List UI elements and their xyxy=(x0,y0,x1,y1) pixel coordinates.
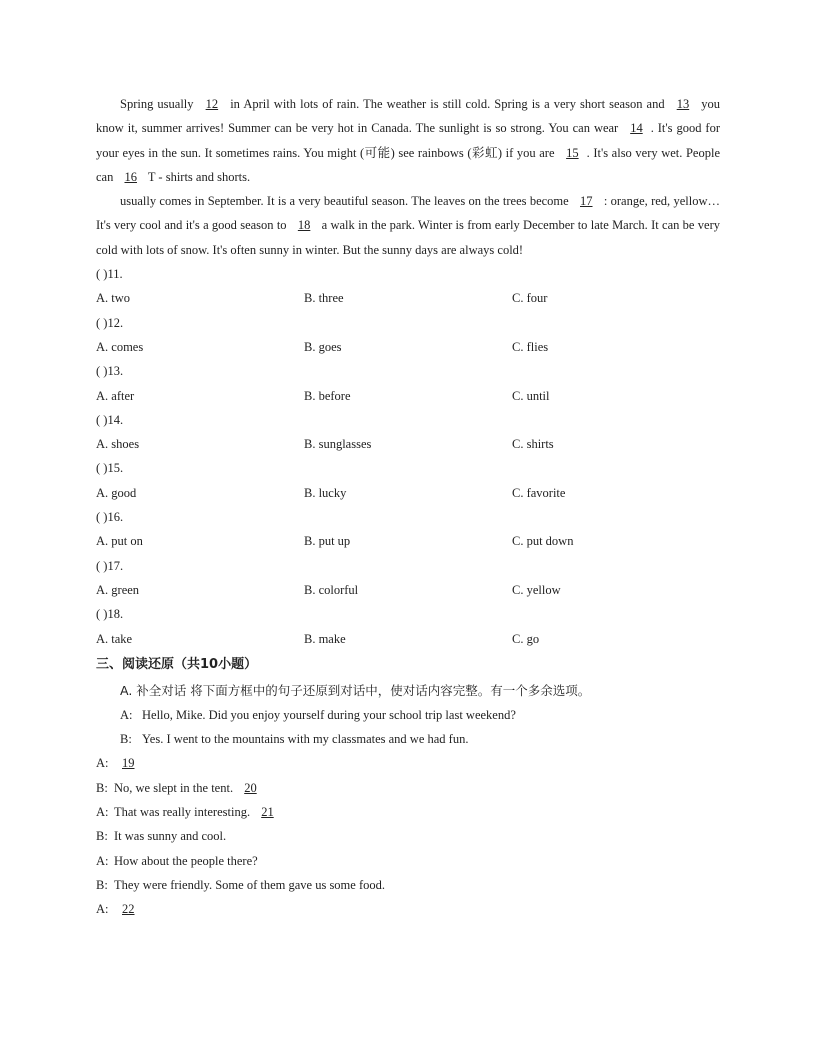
option-c[interactable]: C. put down xyxy=(512,534,574,549)
blank-16[interactable]: 16 xyxy=(124,169,137,184)
option-a[interactable]: A. put on xyxy=(96,534,143,549)
question-number[interactable]: ( )17. xyxy=(96,558,124,573)
question-number[interactable]: ( )15. xyxy=(96,461,124,476)
dialogue-text: Yes. I went to the mountains with my classmates and we had fun. xyxy=(142,732,469,747)
option-a[interactable]: A. green xyxy=(96,582,140,597)
option-c[interactable]: C. go xyxy=(512,631,540,646)
passage-text: a walk in the park. Winter is from early December to late March. It can be very cold with lots of snow. It's often sunny in winter. But the sunny days are always cold! xyxy=(96,218,720,257)
question-15 xyxy=(96,456,720,505)
question-18 xyxy=(96,602,720,651)
option-c[interactable]: C. yellow xyxy=(512,582,561,597)
question-list xyxy=(96,262,720,651)
question-12 xyxy=(96,311,720,360)
dialogue-line xyxy=(96,703,720,727)
speaker-label: A: xyxy=(96,805,109,820)
dialogue-line xyxy=(96,873,720,897)
dialogue-text: Hello, Mike. Did you enjoy yourself during your school trip last weekend? xyxy=(142,707,516,722)
options-row xyxy=(96,384,720,408)
option-b[interactable]: B. put up xyxy=(304,534,351,549)
option-a[interactable]: A. comes xyxy=(96,339,144,354)
passage-text: . It's also very wet. People can xyxy=(96,145,720,184)
option-b[interactable]: B. lucky xyxy=(304,485,347,500)
question-number[interactable]: ( )11. xyxy=(96,267,123,282)
dialogue-line xyxy=(96,897,720,921)
option-b[interactable]: B. make xyxy=(304,631,346,646)
question-17 xyxy=(96,554,720,603)
section-instruction: A. 补全对话 将下面方框中的句子还原到对话中，使对话内容完整。有一个多余选项。 xyxy=(120,682,591,698)
speaker-label: B: xyxy=(96,829,108,844)
blank-22[interactable]: 22 xyxy=(122,902,135,917)
speaker-label: B: xyxy=(120,732,132,747)
speaker-label: A: xyxy=(120,707,133,722)
option-b[interactable]: B. colorful xyxy=(304,582,359,597)
question-13 xyxy=(96,359,720,408)
passage-text: : orange, red, yellow… It's very cool and it's a good season to xyxy=(96,194,720,233)
speaker-label: A: xyxy=(96,756,109,771)
blank-15[interactable]: 15 xyxy=(566,145,579,160)
options-row xyxy=(96,627,720,651)
passage-text: in April with lots of rain. The weather is still cold. Spring is a very short season and xyxy=(226,97,669,111)
speaker-label: B: xyxy=(96,780,108,795)
question-number[interactable]: ( )13. xyxy=(96,364,124,379)
option-a[interactable]: A. shoes xyxy=(96,437,140,452)
passage-text: . It's good for your eyes in the sun. It sometimes rains. You might (可能) see rainbows (彩虹) if you are xyxy=(96,121,720,160)
dialogue-line xyxy=(96,751,720,775)
options-row xyxy=(96,286,720,310)
dialogue-text: That was really interesting. xyxy=(114,805,251,820)
dialogue-line xyxy=(96,849,720,873)
dialogue-line xyxy=(96,824,720,848)
option-b[interactable]: B. before xyxy=(304,388,351,403)
option-c[interactable]: C. shirts xyxy=(512,437,554,452)
option-a[interactable]: A. good xyxy=(96,485,137,500)
option-b[interactable]: B. sunglasses xyxy=(304,437,372,452)
blank-21[interactable]: 21 xyxy=(261,805,274,820)
blank-20[interactable]: 20 xyxy=(244,780,257,795)
dialogue-text: They were friendly. Some of them gave us some food. xyxy=(114,877,385,892)
option-b[interactable]: B. three xyxy=(304,291,344,306)
options-row xyxy=(96,432,720,456)
question-number[interactable]: ( )18. xyxy=(96,607,124,622)
question-14 xyxy=(96,408,720,457)
speaker-label: A: xyxy=(96,902,109,917)
options-row xyxy=(96,335,720,359)
dialogue-line xyxy=(96,776,720,800)
options-row xyxy=(96,481,720,505)
worksheet-page xyxy=(96,92,720,922)
speaker-label: A: xyxy=(96,853,109,868)
options-row xyxy=(96,529,720,553)
question-16 xyxy=(96,505,720,554)
question-number[interactable]: ( )12. xyxy=(96,315,124,330)
passage-text: usually comes in September. It is a very beautiful season. The leaves on the trees become xyxy=(120,194,573,209)
dialogue-line xyxy=(96,727,720,751)
passage-paragraph-1 xyxy=(96,92,720,189)
dialogue-text: No, we slept in the tent. xyxy=(114,780,234,795)
option-a[interactable]: A. take xyxy=(96,631,133,646)
passage-text: T - shirts and shorts. xyxy=(144,169,251,184)
blank-17[interactable]: 17 xyxy=(580,194,593,209)
dialogue-line xyxy=(96,800,720,824)
option-c[interactable]: C. until xyxy=(512,388,550,403)
option-c[interactable]: C. four xyxy=(512,291,548,306)
option-b[interactable]: B. goes xyxy=(304,339,342,354)
dialogue xyxy=(96,703,720,922)
section-heading: 三、阅读还原（共10小题） xyxy=(96,656,258,672)
dialogue-text: It was sunny and cool. xyxy=(114,829,227,844)
options-row xyxy=(96,578,720,602)
question-11 xyxy=(96,262,720,311)
dialogue-text: How about the people there? xyxy=(114,853,258,868)
option-a[interactable]: A. two xyxy=(96,291,131,306)
speaker-label: B: xyxy=(96,877,108,892)
option-a[interactable]: A. after xyxy=(96,388,135,403)
blank-19[interactable]: 19 xyxy=(122,756,135,771)
blank-14[interactable]: 14 xyxy=(630,121,643,136)
passage-text: you know it, summer arrives! Summer can be very hot in Canada. The sunlight is so strong. You can wear xyxy=(96,97,721,136)
question-number[interactable]: ( )14. xyxy=(96,412,124,427)
option-c[interactable]: C. favorite xyxy=(512,485,566,500)
blank-18[interactable]: 18 xyxy=(297,218,311,233)
passage-paragraph-2 xyxy=(96,189,720,262)
passage-text: Spring usually xyxy=(120,97,198,111)
question-number[interactable]: ( )16. xyxy=(96,510,124,525)
blank-12[interactable]: 12 xyxy=(205,97,219,111)
option-c[interactable]: C. flies xyxy=(512,339,549,354)
blank-13[interactable]: 13 xyxy=(676,97,690,111)
